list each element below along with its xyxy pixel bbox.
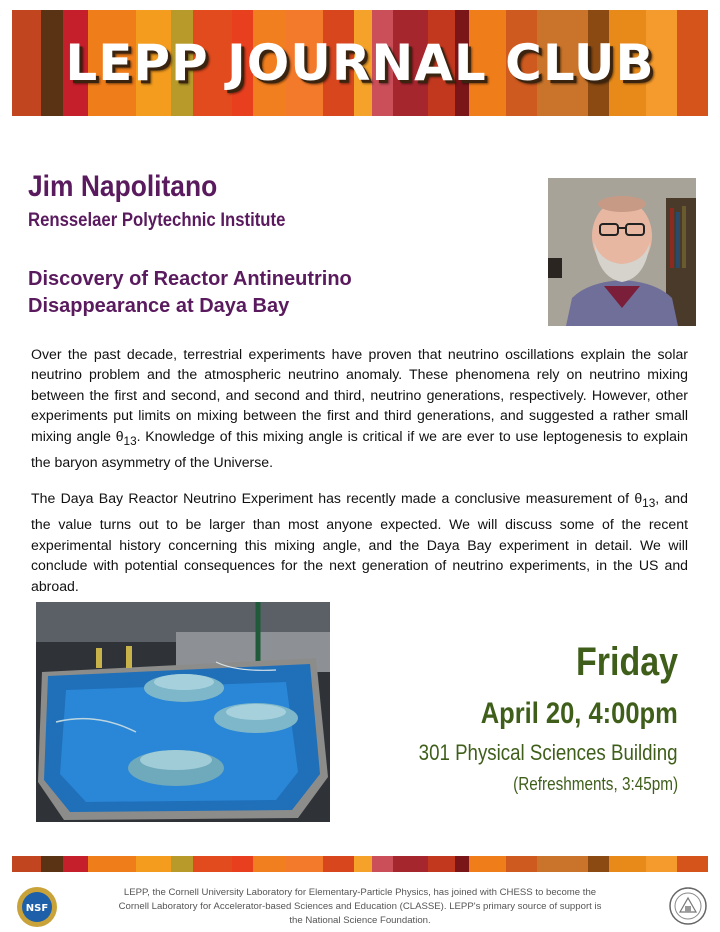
nsf-logo-icon [16, 886, 58, 928]
footer-stripe [171, 856, 194, 872]
nsf-seal-icon [16, 886, 58, 928]
footer-stripe [232, 856, 253, 872]
footer-stripe [393, 856, 428, 872]
footer-line-3: the National Science Foundation. [289, 915, 431, 926]
nsf-logo-label: NSF [25, 903, 49, 914]
footer-stripe [469, 856, 506, 872]
footer-stripe [323, 856, 354, 872]
footer-stripe [63, 856, 88, 872]
abstract-p2-text-end: , and the value turns out to be larger than most anyone expected. We will discuss some of the recent experimental history concerning this mixing angle, and the Daya Bay experiment in detail. We will conclude with potential consequences for the next generation of neutrino experiments, in the US and abroad. [31, 490, 688, 594]
footer-stripe [88, 856, 135, 872]
event-date: April 20, 4:00pm [480, 697, 678, 730]
abstract-paragraph-2 [31, 488, 688, 596]
footer-stripe [372, 856, 393, 872]
footer-text [80, 886, 640, 928]
abstract-paragraph-1 [31, 344, 688, 472]
footer-stripe [428, 856, 455, 872]
footer-stripe [354, 856, 373, 872]
event-location: 301 Physical Sciences Building [419, 740, 678, 765]
abstract-p1-subscript: 13 [123, 434, 137, 448]
abstract-p2-subscript: 13 [642, 497, 656, 511]
abstract-p2-text: The Daya Bay Reactor Neutrino Experiment has recently made a conclusive measurement of θ [31, 490, 643, 507]
footer-stripe [677, 856, 708, 872]
talk-title-line-2: Disappearance at Daya Bay [28, 295, 290, 317]
footer-stripe [455, 856, 469, 872]
speaker-portrait-image [548, 178, 696, 326]
cornell-seal-graphic [668, 886, 708, 926]
detector-photo [36, 602, 330, 822]
footer-stripe [588, 856, 609, 872]
talk-title-line-1: Discovery of Reactor Antineutrino [28, 268, 352, 290]
footer-stripe [193, 856, 232, 872]
footer-stripe [136, 856, 171, 872]
speaker-name: Jim Napolitano [28, 170, 218, 203]
daya-bay-pool-image [36, 602, 330, 822]
abstract-p1-text-end: . Knowledge of this mixing angle is critical if we are ever to use leptogenesis to explain the baryon asymmetry of the Universe. [31, 427, 688, 470]
talk-title [28, 266, 488, 320]
speaker-affiliation: Rensselaer Polytechnic Institute [28, 210, 286, 231]
footer-stripe [646, 856, 677, 872]
footer-line-1: LEPP, the Cornell University Laboratory for Elementary-Particle Physics, has joined with CHESS to become the [123, 887, 597, 898]
footer-stripe [609, 856, 646, 872]
footer-stripe [41, 856, 64, 872]
cornell-seal-icon [668, 886, 708, 926]
event-refreshments: (Refreshments, 3:45pm) [513, 774, 678, 794]
event-day: Friday [575, 640, 678, 684]
footer-stripe [506, 856, 537, 872]
footer-line-2: Cornell Laboratory for Accelerator-based Sciences and Education (CLASSE). LEPP's primary source of support is [118, 901, 602, 912]
abstract [31, 344, 688, 612]
footer-stripe [253, 856, 286, 872]
footer-stripe-bar [12, 856, 708, 872]
footer-stripe [286, 856, 323, 872]
footer-stripe [12, 856, 41, 872]
speaker-photo [548, 178, 696, 326]
abstract-p1-text: Over the past decade, terrestrial experiments have proven that neutrino oscillations explain the solar neutrino problem and the atmospheric neutrino anomaly. These phenomena rely on neutrino mixing between the first and second, and second and third, neutrino generations, respectively. However, other experiments put limits on mixing between the first and third generations, and suggested a rather small mixing angle θ [31, 346, 688, 444]
footer-stripe [537, 856, 588, 872]
banner-title: LEPP JOURNAL CLUB [65, 34, 655, 92]
